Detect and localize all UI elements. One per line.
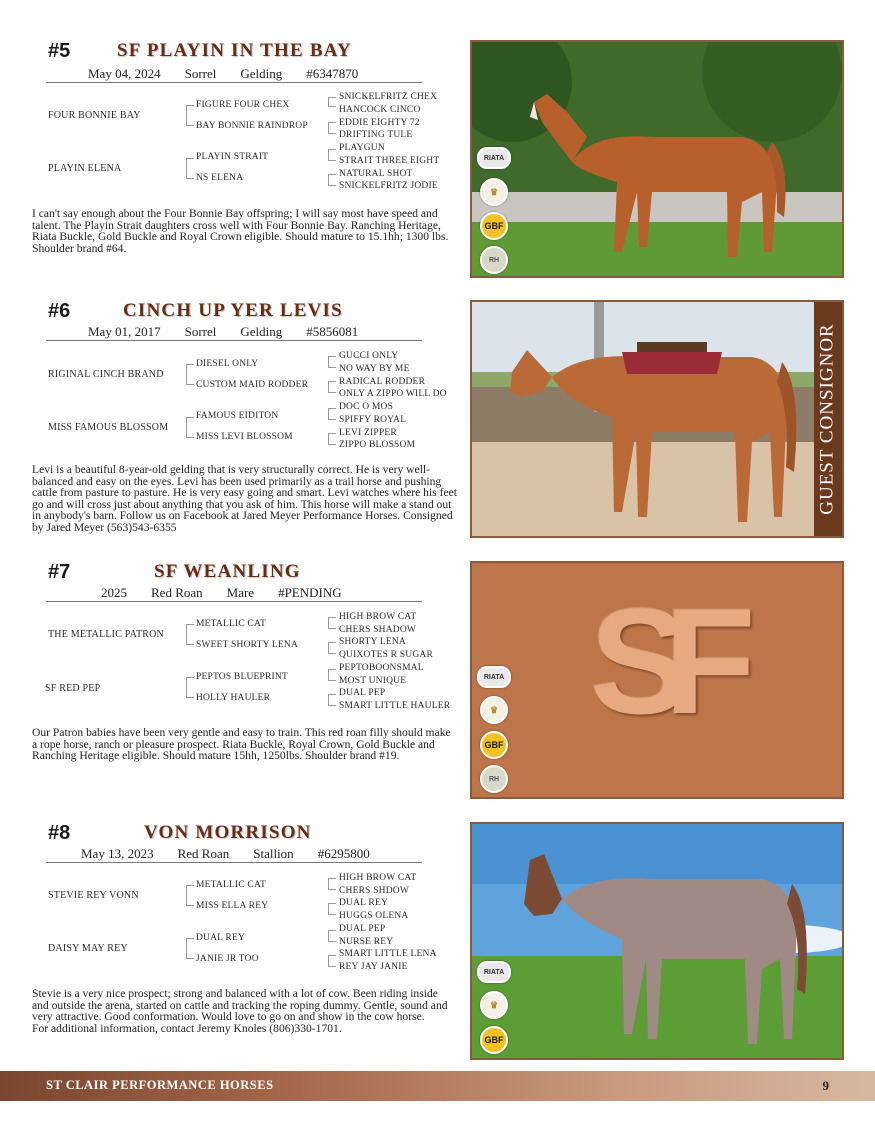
- dam-dam-sire: DUAL PEP: [339, 688, 386, 698]
- sire-sire-sire: HIGH BROW CAT: [339, 612, 417, 622]
- dam: SF RED PEP: [45, 683, 101, 694]
- horse-photo-image: [472, 824, 844, 1060]
- pedigree-bracket: [328, 669, 336, 681]
- sire-dam: SWEET SHORTY LENA: [196, 640, 299, 650]
- lot-number: #7: [48, 561, 71, 583]
- sire-dam-dam: HUGGS OLENA: [339, 911, 409, 921]
- dam-sire: DUAL REY: [196, 933, 246, 943]
- horse-info: [81, 846, 394, 862]
- dam-dam-dam: SMART LITTLE HAULER: [339, 701, 451, 711]
- dam-sire-dam: NURSE REY: [339, 937, 394, 947]
- sire-dam-dam: ONLY A ZIPPO WILL DO: [339, 389, 447, 399]
- sire-dam-sire: RADICAL RODDER: [339, 377, 426, 387]
- pedigree-bracket: [328, 878, 336, 890]
- pedigree-bracket: [328, 903, 336, 915]
- ranching-heritage-badge: RH: [480, 765, 508, 793]
- horse-name: CINCH UP YER LEVIS: [123, 300, 343, 321]
- dam-dam: MISS LEVI BLOSSOM: [196, 432, 293, 442]
- pedigree-bracket: [328, 433, 336, 445]
- sire: STEVIE REY VONN: [48, 890, 139, 901]
- horse-sex: Stallion: [253, 846, 294, 861]
- footer-title: ST CLAIR PERFORMANCE HORSES: [46, 1078, 274, 1092]
- sire-sire: METALLIC CAT: [196, 619, 266, 629]
- dam-dam: JANIE JR TOO: [196, 954, 259, 964]
- pedigree-bracket: [328, 694, 336, 706]
- dam-dam-dam: SNICKELFRITZ JODIE: [339, 181, 438, 191]
- horse-info: [101, 585, 366, 601]
- ranching-heritage-badge: RH: [480, 246, 508, 274]
- pedigree-bracket: [186, 677, 194, 698]
- sire-sire-dam: CHERS SHADOW: [339, 625, 417, 635]
- gold-buckle-badge: GBF: [480, 731, 508, 759]
- pedigree-bracket: [186, 158, 194, 179]
- horse-photo-image: [472, 42, 844, 278]
- pedigree-bracket: [328, 930, 336, 942]
- registration-number: #6347870: [306, 66, 359, 81]
- sire: RIGINAL CINCH BRAND: [48, 369, 164, 380]
- foaled-date: May 01, 2017: [88, 324, 161, 339]
- pedigree-bracket: [186, 624, 194, 645]
- horse-name: VON MORRISON: [144, 822, 312, 843]
- horse-color: Red Roan: [151, 585, 203, 600]
- dam: PLAYIN ELENA: [48, 163, 122, 174]
- horse-description: I can't say enough about the Four Bonnie Bay offspring; I will say most have speed and talent. The Playin Strait daughters cross well with Four Bonnie Bay. Ranching Heritage, Riata Buckle, Gold Buckle and Royal Crown eligible. Should mature to 15.1hh; 1300 lbs. Shoulder brand #64.: [32, 207, 449, 255]
- dam: DAISY MAY REY: [48, 943, 128, 954]
- gold-buckle-badge: GBF: [480, 1026, 508, 1054]
- dam-dam-sire: NATURAL SHOT: [339, 169, 413, 179]
- horse-name: SF PLAYIN IN THE BAY: [117, 40, 352, 61]
- divider: [46, 82, 422, 83]
- dam-sire-dam: MOST UNIQUE: [339, 676, 407, 686]
- pedigree-bracket: [328, 122, 336, 134]
- sire-sire: FIGURE FOUR CHEX: [196, 100, 290, 110]
- horse-color: Sorrel: [184, 66, 217, 81]
- lot-number: #5: [48, 40, 71, 62]
- pedigree-bracket: [328, 955, 336, 967]
- pedigree-bracket: [186, 885, 194, 906]
- lot-number: #6: [48, 300, 71, 322]
- dam-sire-sire: DOC O MOS: [339, 402, 394, 412]
- dam-sire: PLAYIN STRAIT: [196, 152, 269, 162]
- royal-crown-badge: ♛: [480, 696, 508, 724]
- horse-photo: [470, 40, 844, 278]
- registration-number: #6295800: [317, 846, 370, 861]
- sire-dam-sire: SHORTY LENA: [339, 637, 406, 647]
- sire-sire-dam: CHERS SHDOW: [339, 886, 410, 896]
- sire-dam: CUSTOM MAID RODDER: [196, 380, 309, 390]
- dam-dam-sire: SMART LITTLE LENA: [339, 949, 437, 959]
- horse-photo-image: [472, 302, 844, 538]
- pedigree-bracket: [328, 174, 336, 186]
- divider: [46, 601, 422, 602]
- pedigree-bracket: [328, 642, 336, 654]
- pedigree-bracket: [186, 938, 194, 959]
- royal-crown-badge: ♛: [480, 991, 508, 1019]
- pedigree-bracket: [186, 364, 194, 385]
- pedigree-bracket: [328, 97, 336, 107]
- horse-photo: [470, 300, 844, 538]
- dam-sire: PEPTOS BLUEPRINT: [196, 672, 288, 682]
- pedigree-bracket: [186, 105, 194, 126]
- horse-sex: Gelding: [240, 66, 283, 81]
- gold-buckle-badge: GBF: [480, 212, 508, 240]
- sire: FOUR BONNIE BAY: [48, 110, 141, 121]
- riata-buckle-badge: RIATA: [477, 961, 511, 983]
- registration-number: #PENDING: [278, 585, 342, 600]
- dam-sire-dam: STRAIT THREE EIGHT: [339, 156, 440, 166]
- guest-consignor-label: GUEST CONSIGNOR: [817, 323, 839, 515]
- foaled-date: May 04, 2024: [88, 66, 161, 81]
- sire-dam-sire: EDDIE EIGHTY 72: [339, 118, 420, 128]
- dam-dam-dam: REY JAY JANIE: [339, 962, 408, 972]
- horse-name: SF WEANLING: [154, 561, 301, 582]
- sire-sire-sire: GUCCI ONLY: [339, 351, 399, 361]
- sf-logo: SF: [590, 577, 730, 745]
- sire-dam: MISS ELLA REY: [196, 901, 269, 911]
- horse-photo: [470, 822, 844, 1060]
- pedigree-bracket: [328, 356, 336, 368]
- dam-sire: FAMOUS EIDITON: [196, 411, 279, 421]
- sire-dam-sire: DUAL REY: [339, 898, 389, 908]
- dam-dam: HOLLY HAULER: [196, 693, 271, 703]
- dam-dam-sire: LEVI ZIPPER: [339, 428, 397, 438]
- horse-color: Red Roan: [177, 846, 230, 861]
- horse-color: Sorrel: [184, 324, 217, 339]
- sire-dam-dam: QUIXOTES R SUGAR: [339, 650, 433, 660]
- foaled-date: May 13, 2023: [81, 846, 154, 861]
- sire-sire: METALLIC CAT: [196, 880, 266, 890]
- divider: [46, 340, 422, 341]
- foaled-date: 2025: [101, 585, 127, 600]
- page-footer: [0, 1071, 875, 1101]
- royal-crown-badge: ♛: [480, 178, 508, 206]
- horse-info: [88, 66, 382, 82]
- pedigree-bracket: [328, 617, 336, 629]
- sf-logo-panel: [470, 561, 844, 799]
- sire-sire: DIESEL ONLY: [196, 359, 259, 369]
- pedigree-bracket: [186, 417, 194, 438]
- horse-description: Levi is a beautiful 8-year-old gelding that is very structurally correct. He is very well-balanced and easy on the eyes. Levi has been used primarily as a trail horse and pushing cattle from pasture to pasture. He is very easy going and smart. Levi watches where his feet go and will cross just about anything that you ask of him. This horse will make a stand out in anybody's barn. Follow us on Facebook at Jared Meyer Performance Horses. Consigned by Jared Meyer (563)543-6355: [32, 463, 457, 534]
- riata-buckle-badge: RIATA: [477, 147, 511, 169]
- pedigree-bracket: [328, 408, 336, 420]
- horse-sex: Mare: [226, 585, 255, 600]
- sire: THE METALLIC PATRON: [48, 629, 164, 640]
- horse-description: Stevie is a very nice prospect; strong and balanced with a lot of cow. Been riding inside and outside the arena, started on cattle and tracking the roping dummy. Gentle, sound and very attractive. Good conformation. Would love to go on and show in the cow horse. For additional information, contact Jeremy Knoles (806)330-1701.: [32, 987, 448, 1035]
- riata-buckle-badge: RIATA: [477, 666, 511, 688]
- dam-sire-dam: SPIFFY ROYAL: [339, 415, 407, 425]
- dam-sire-sire: PLAYGUN: [339, 143, 385, 153]
- horse-sex: Gelding: [240, 324, 283, 339]
- guest-consignor-banner: [814, 302, 842, 536]
- lot-number: #8: [48, 822, 71, 844]
- sire-sire-sire: SNICKELFRITZ CHEX: [339, 92, 438, 102]
- dam-sire-sire: DUAL PEP: [339, 924, 386, 934]
- sire-dam-dam: DRIFTING TULE: [339, 130, 413, 140]
- divider: [46, 862, 422, 863]
- dam-sire-sire: PEPTOBOONSMAL: [339, 663, 424, 673]
- pedigree-bracket: [328, 381, 336, 393]
- pedigree-bracket: [328, 149, 336, 161]
- registration-number: #5856081: [306, 324, 359, 339]
- sire-sire-sire: HIGH BROW CAT: [339, 873, 417, 883]
- dam-dam-dam: ZIPPO BLOSSOM: [339, 440, 416, 450]
- dam: MISS FAMOUS BLOSSOM: [48, 422, 169, 433]
- sire-sire-dam: NO WAY BY ME: [339, 364, 410, 374]
- sire-sire-dam: HANCOCK CINCO: [339, 105, 421, 115]
- horse-description: Our Patron babies have been very gentle and easy to train. This red roan filly should make a rope horse, ranch or pleasure prospect. Riata Buckle, Royal Crown, Gold Buckle and Ranching Heritage eligible. Should mature 15hh, 1250lbs. Shoulder brand #19.: [32, 726, 451, 762]
- sire-dam: BAY BONNIE RAINDROP: [196, 121, 308, 131]
- page-number: 9: [822, 1078, 829, 1093]
- dam-dam: NS ELENA: [196, 173, 244, 183]
- horse-info: [88, 324, 382, 340]
